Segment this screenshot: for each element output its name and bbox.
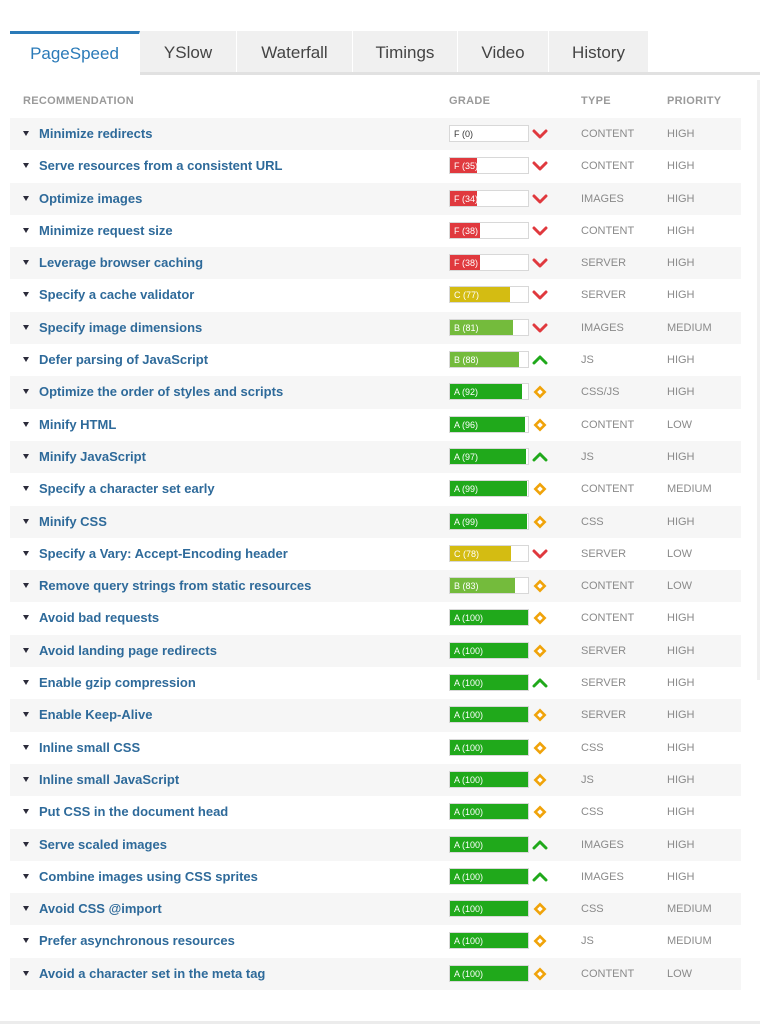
type-cell: CONTENT <box>581 612 635 625</box>
grade-bar <box>449 448 529 465</box>
recommendation-name[interactable]: Defer parsing of JavaScript <box>39 352 209 368</box>
priority-cell: HIGH <box>667 224 695 237</box>
expand-caret-icon[interactable] <box>23 292 29 297</box>
table-row[interactable] <box>10 796 741 828</box>
table-row[interactable] <box>10 441 741 473</box>
type-cell: SERVER <box>581 644 627 657</box>
expand-caret-icon[interactable] <box>23 745 29 750</box>
priority-cell: HIGH <box>667 128 695 140</box>
diamond-icon <box>532 481 548 497</box>
priority-cell: HIGH <box>667 612 695 625</box>
expand-caret-icon[interactable] <box>23 648 29 653</box>
recommendation-name[interactable]: Serve resources from a consistent URL <box>39 158 283 174</box>
grade-bar <box>449 416 529 433</box>
grade-label: A (99) <box>454 484 479 495</box>
chevron-up-icon <box>532 869 548 885</box>
expand-caret-icon[interactable] <box>23 842 29 847</box>
grade-bar <box>449 190 529 207</box>
table-row[interactable] <box>10 409 741 441</box>
recommendation-name[interactable]: Minify JavaScript <box>39 448 146 464</box>
priority-cell: LOW <box>667 418 693 431</box>
chevron-down-icon <box>532 158 548 174</box>
recommendation-name[interactable]: Avoid CSS @import <box>39 901 162 917</box>
tab-yslow[interactable]: YSlow <box>140 31 237 74</box>
chevron-up-icon <box>532 837 548 853</box>
header-type[interactable]: TYPE <box>581 95 611 107</box>
grade-bar <box>449 674 529 691</box>
table-row[interactable] <box>10 215 741 247</box>
grade-bar <box>449 286 529 303</box>
grade-label: F (38) <box>454 225 479 236</box>
type-cell: CSS <box>581 903 604 916</box>
table-row[interactable] <box>10 667 741 699</box>
chevron-down-icon <box>532 126 548 142</box>
priority-cell: MEDIUM <box>667 935 712 948</box>
grade-label: A (99) <box>454 516 479 527</box>
type-cell: SERVER <box>581 677 627 690</box>
type-cell: SERVER <box>581 257 627 270</box>
recommendation-name[interactable]: Prefer asynchronous resources <box>39 933 235 949</box>
expand-caret-icon[interactable] <box>23 454 29 459</box>
table-row[interactable] <box>10 473 741 505</box>
grade-label: B (88) <box>454 355 479 366</box>
recommendation-name[interactable]: Optimize the order of styles and scripts <box>39 384 284 400</box>
table-row[interactable] <box>10 376 741 408</box>
chevron-up-icon <box>532 449 548 465</box>
chevron-down-icon <box>532 255 548 271</box>
chevron-down-icon <box>532 320 548 336</box>
diamond-icon <box>532 417 548 433</box>
grade-label: F (0) <box>454 129 473 139</box>
grade-label: A (92) <box>454 387 479 398</box>
recommendation-name[interactable]: Specify a character set early <box>39 481 215 497</box>
type-cell: CONTENT <box>581 160 635 173</box>
chevron-down-icon <box>532 223 548 239</box>
grade-bar <box>449 351 529 368</box>
grade-label: A (100) <box>454 839 484 850</box>
table-row[interactable] <box>10 635 741 667</box>
table-row[interactable] <box>10 312 741 344</box>
expand-caret-icon[interactable] <box>23 615 29 620</box>
type-cell: JS <box>581 354 594 367</box>
grade-label: A (100) <box>454 968 484 979</box>
grade-label: A (100) <box>454 742 484 753</box>
table-row[interactable] <box>10 570 741 602</box>
diamond-icon <box>532 643 548 659</box>
expand-caret-icon[interactable] <box>23 906 29 911</box>
type-cell: CONTENT <box>581 967 635 980</box>
tab-timings[interactable]: Timings <box>353 31 458 74</box>
table-row[interactable] <box>10 279 741 311</box>
priority-cell: HIGH <box>667 806 695 819</box>
priority-cell: HIGH <box>667 450 695 463</box>
expand-caret-icon[interactable] <box>23 519 29 524</box>
type-cell: SERVER <box>581 289 627 302</box>
grade-bar <box>449 513 529 530</box>
grade-label: C (78) <box>454 548 480 559</box>
grade-label: F (34) <box>454 193 479 204</box>
priority-cell: HIGH <box>667 838 695 851</box>
chevron-down-icon <box>532 191 548 207</box>
recommendation-name[interactable]: Specify image dimensions <box>39 319 203 335</box>
type-cell: CSS <box>581 741 604 754</box>
recommendation-name[interactable]: Specify a Vary: Accept-Encoding header <box>39 545 288 561</box>
priority-cell: HIGH <box>667 289 695 302</box>
grade-bar <box>449 480 529 497</box>
grade-bar <box>449 803 529 820</box>
table-row[interactable] <box>10 538 741 570</box>
diamond-icon <box>532 514 548 530</box>
recommendation-name[interactable]: Inline small CSS <box>39 739 141 755</box>
header-priority[interactable]: PRIORITY <box>667 95 722 107</box>
diamond-icon <box>532 610 548 626</box>
grade-label: B (81) <box>454 322 479 333</box>
diamond-icon <box>532 578 548 594</box>
expand-caret-icon[interactable] <box>23 163 29 168</box>
grade-bar <box>449 319 529 336</box>
grade-label: A (96) <box>454 419 479 430</box>
type-cell: SERVER <box>581 709 627 722</box>
type-cell: CSS <box>581 515 604 528</box>
priority-cell: HIGH <box>667 257 695 270</box>
grade-bar <box>449 383 529 400</box>
grade-bar <box>449 706 529 723</box>
expand-caret-icon[interactable] <box>23 228 29 233</box>
diamond-icon <box>532 707 548 723</box>
table-row[interactable] <box>10 699 741 731</box>
priority-cell: MEDIUM <box>667 321 712 334</box>
expand-caret-icon[interactable] <box>23 777 29 782</box>
grade-label: A (100) <box>454 871 484 882</box>
tab-history[interactable]: History <box>549 31 649 74</box>
table-row[interactable] <box>10 829 741 861</box>
table-row[interactable] <box>10 732 741 764</box>
diamond-icon <box>532 772 548 788</box>
diamond-icon <box>532 740 548 756</box>
grade-label: B (83) <box>454 581 479 592</box>
table-row[interactable] <box>10 893 741 925</box>
grade-label: A (100) <box>454 936 484 947</box>
grade-label: A (100) <box>454 807 484 818</box>
priority-cell: HIGH <box>667 741 695 754</box>
tab-waterfall[interactable]: Waterfall <box>237 31 353 74</box>
grade-bar <box>449 836 529 853</box>
expand-caret-icon[interactable] <box>23 422 29 427</box>
table-row[interactable] <box>10 925 741 957</box>
recommendation-name[interactable]: Combine images using CSS sprites <box>39 868 258 884</box>
grade-bar <box>449 125 529 142</box>
recommendation-name[interactable]: Minimize request size <box>39 222 173 238</box>
type-cell: JS <box>581 773 594 786</box>
type-cell: IMAGES <box>581 838 624 851</box>
chevron-up-icon <box>532 352 548 368</box>
expand-caret-icon[interactable] <box>23 874 29 879</box>
grade-bar <box>449 739 529 756</box>
expand-caret-icon[interactable] <box>23 260 29 265</box>
priority-cell: HIGH <box>667 354 695 367</box>
grade-label: A (100) <box>454 710 484 721</box>
priority-cell: HIGH <box>667 515 695 528</box>
grade-label: F (38) <box>454 258 479 269</box>
tab-underline <box>140 72 760 75</box>
expand-caret-icon[interactable] <box>23 712 29 717</box>
chevron-down-icon <box>532 546 548 562</box>
table-row[interactable] <box>10 506 741 538</box>
type-cell: CONTENT <box>581 224 635 237</box>
chevron-up-icon <box>532 675 548 691</box>
recommendation-name[interactable]: Specify a cache validator <box>39 287 195 303</box>
grade-label: A (100) <box>454 613 484 624</box>
priority-cell: LOW <box>667 967 693 980</box>
recommendation-name[interactable]: Minify HTML <box>39 416 117 432</box>
recommendation-name[interactable]: Inline small JavaScript <box>39 771 180 787</box>
header-recommendation[interactable]: RECOMMENDATION <box>23 95 134 107</box>
table-row[interactable] <box>10 118 741 150</box>
grade-bar <box>449 932 529 949</box>
recommendation-name[interactable]: Enable gzip compression <box>39 675 196 691</box>
expand-caret-icon[interactable] <box>23 196 29 201</box>
type-cell: CONTENT <box>581 580 635 593</box>
header-grade[interactable]: GRADE <box>449 95 491 107</box>
type-cell: CONTENT <box>581 418 635 431</box>
type-cell: IMAGES <box>581 870 624 883</box>
expand-caret-icon[interactable] <box>23 809 29 814</box>
recommendation-name[interactable]: Avoid landing page redirects <box>39 642 217 658</box>
grade-bar <box>449 868 529 885</box>
expand-caret-icon[interactable] <box>23 131 29 136</box>
grade-label: A (100) <box>454 678 484 689</box>
priority-cell: HIGH <box>667 677 695 690</box>
priority-cell: HIGH <box>667 870 695 883</box>
priority-cell: HIGH <box>667 644 695 657</box>
priority-cell: LOW <box>667 580 693 593</box>
type-cell: JS <box>581 450 594 463</box>
expand-caret-icon[interactable] <box>23 486 29 491</box>
diamond-icon <box>532 966 548 982</box>
type-cell: SERVER <box>581 547 627 560</box>
grade-bar <box>449 771 529 788</box>
type-cell: JS <box>581 935 594 948</box>
diamond-icon <box>532 901 548 917</box>
grade-bar <box>449 545 529 562</box>
table-row[interactable] <box>10 344 741 376</box>
recommendation-name[interactable]: Remove query strings from static resources <box>39 578 312 594</box>
expand-caret-icon[interactable] <box>23 971 29 976</box>
expand-caret-icon[interactable] <box>23 680 29 685</box>
grade-bar <box>449 157 529 174</box>
diamond-icon <box>532 384 548 400</box>
grade-bar <box>449 609 529 626</box>
table-row[interactable] <box>10 602 741 634</box>
recommendations-table <box>10 118 741 990</box>
expand-caret-icon[interactable] <box>23 938 29 943</box>
grade-label: F (35) <box>454 161 479 172</box>
grade-label: A (100) <box>454 774 484 785</box>
recommendation-name[interactable]: Put CSS in the document head <box>39 804 229 820</box>
grade-bar <box>449 577 529 594</box>
table-row[interactable] <box>10 150 741 182</box>
expand-caret-icon[interactable] <box>23 551 29 556</box>
priority-cell: MEDIUM <box>667 903 712 916</box>
table-row[interactable] <box>10 958 741 990</box>
recommendation-name[interactable]: Avoid a character set in the meta tag <box>39 965 266 981</box>
priority-cell: HIGH <box>667 709 695 722</box>
report-tabs <box>10 31 760 74</box>
recommendation-name[interactable]: Minimize redirects <box>39 126 153 141</box>
priority-cell: HIGH <box>667 773 695 786</box>
table-row[interactable] <box>10 183 741 215</box>
priority-cell: HIGH <box>667 192 695 205</box>
grade-bar <box>449 900 529 917</box>
grade-bar <box>449 254 529 271</box>
table-row[interactable] <box>10 764 741 796</box>
recommendation-name[interactable]: Minify CSS <box>39 513 107 529</box>
expand-caret-icon[interactable] <box>23 325 29 330</box>
recommendation-name[interactable]: Optimize images <box>39 190 143 206</box>
type-cell: CSS <box>581 806 604 819</box>
grade-label: A (97) <box>454 451 479 462</box>
expand-caret-icon[interactable] <box>23 357 29 362</box>
type-cell: CONTENT <box>581 128 635 140</box>
type-cell: CSS/JS <box>581 386 620 399</box>
table-row[interactable] <box>10 247 741 279</box>
priority-cell: HIGH <box>667 386 695 399</box>
chevron-down-icon <box>532 287 548 303</box>
recommendation-name[interactable]: Enable Keep-Alive <box>39 707 153 723</box>
type-cell: IMAGES <box>581 192 624 205</box>
type-cell: IMAGES <box>581 321 624 334</box>
expand-caret-icon[interactable] <box>23 583 29 588</box>
expand-caret-icon[interactable] <box>23 389 29 394</box>
priority-cell: HIGH <box>667 160 695 173</box>
recommendation-name[interactable]: Leverage browser caching <box>39 255 204 271</box>
grade-bar <box>449 965 529 982</box>
grade-bar <box>449 642 529 659</box>
priority-cell: LOW <box>667 547 693 560</box>
diamond-icon <box>532 933 548 949</box>
recommendation-name[interactable]: Avoid bad requests <box>39 610 160 626</box>
priority-cell: MEDIUM <box>667 483 712 496</box>
table-row[interactable] <box>10 861 741 893</box>
grade-bar <box>449 222 529 239</box>
recommendation-name[interactable]: Serve scaled images <box>39 836 167 852</box>
type-cell: CONTENT <box>581 483 635 496</box>
grade-label: C (77) <box>454 290 480 301</box>
grade-label: A (100) <box>454 904 484 915</box>
tab-video[interactable]: Video <box>458 31 549 74</box>
grade-label: A (100) <box>454 645 484 656</box>
tab-pagespeed[interactable]: PageSpeed <box>10 31 140 74</box>
diamond-icon <box>532 804 548 820</box>
